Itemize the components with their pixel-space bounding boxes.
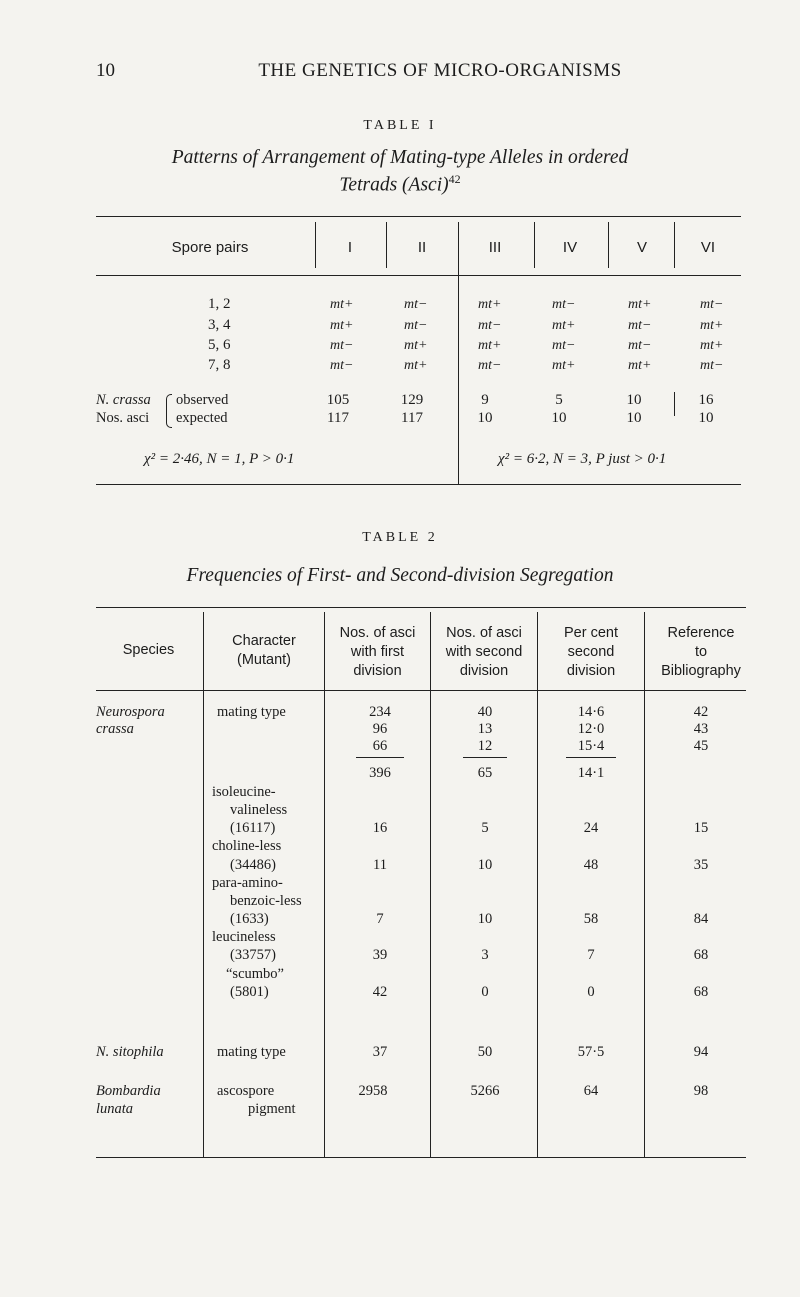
- percent-second: 0: [587, 984, 595, 1000]
- first-division-count: 96: [372, 721, 388, 737]
- first-division-count: 234: [369, 704, 391, 720]
- second-division-count: 13: [477, 721, 493, 737]
- character-label: mating type: [217, 1044, 286, 1060]
- mutant-name: para-amino-: [212, 875, 283, 891]
- first-division-count: 11: [373, 857, 387, 873]
- table2-caption: Frequencies of First- and Second-division Segregation: [186, 565, 614, 586]
- first-division-count: 39: [372, 947, 388, 963]
- table1-label: TABLE I: [363, 118, 437, 133]
- header-line: division: [459, 663, 509, 679]
- table2-header-first: [326, 624, 429, 681]
- allele-cell: mt+: [404, 358, 428, 373]
- first-division-count: 37: [372, 1044, 388, 1060]
- table1-col-divider: [386, 222, 387, 268]
- second-division-count: 12: [477, 738, 493, 754]
- table1-col-divider: [674, 392, 675, 416]
- mutant-name: isoleucine-: [212, 784, 276, 800]
- expected-value: 10: [477, 410, 493, 426]
- header-line: Bibliography: [661, 663, 741, 679]
- allele-cell: mt−: [478, 318, 502, 333]
- table1-header: V: [636, 239, 647, 256]
- allele-cell: mt+: [628, 297, 652, 312]
- first-division-total: 396: [369, 765, 391, 781]
- header-line: to: [694, 644, 708, 660]
- character-label: mating type: [217, 704, 286, 720]
- expected-value: 10: [551, 410, 567, 426]
- running-head: THE GENETICS OF MICRO-ORGANISMS: [258, 60, 622, 81]
- chi-square-right: χ² = 6·2, N = 3, P just > 0·1: [498, 451, 667, 467]
- observed-value: 9: [481, 392, 489, 408]
- expected-value: 10: [698, 410, 714, 426]
- first-division-count: 2958: [358, 1083, 388, 1099]
- expected-value: 117: [327, 410, 349, 426]
- table2-bottom-rule: [96, 1157, 746, 1158]
- spore-pair: 1, 2: [208, 296, 231, 312]
- allele-cell: mt−: [404, 297, 428, 312]
- species-name: lunata: [96, 1101, 134, 1117]
- species-name: N. sitophila: [96, 1044, 164, 1060]
- second-division-count: 0: [481, 984, 489, 1000]
- table1-caption-text: Tetrads (Asci): [339, 174, 449, 196]
- table1-col-divider: [315, 222, 316, 268]
- percent-second: 7: [587, 947, 595, 963]
- allele-cell: mt+: [552, 318, 576, 333]
- second-division-count: 10: [477, 857, 493, 873]
- first-division-count: 66: [372, 738, 388, 754]
- species-name: Bombardia: [96, 1083, 161, 1099]
- species-name: Neurospora: [96, 704, 165, 720]
- observed-label: observed: [176, 392, 229, 408]
- table1-header: VI: [700, 239, 716, 256]
- allele-cell: mt+: [700, 338, 724, 353]
- species-label: N. crassa: [96, 392, 151, 408]
- character-label: pigment: [248, 1101, 296, 1117]
- percent-second: 14·6: [577, 704, 605, 720]
- observed-value: 105: [326, 392, 350, 408]
- allele-cell: mt+: [700, 318, 724, 333]
- percent-second: 24: [583, 820, 599, 836]
- table1-caption-line2: [60, 172, 740, 197]
- first-division-count: 16: [372, 820, 388, 836]
- header-line: Character: [232, 633, 296, 649]
- percent-second: 12·0: [577, 721, 605, 737]
- second-division-count: 10: [477, 911, 493, 927]
- table2-header-character: [205, 632, 323, 670]
- mutant-id: (34486): [230, 857, 276, 873]
- table1-caption-ref: 42: [448, 172, 461, 186]
- table1-header-rule: [96, 275, 741, 276]
- reference: 98: [693, 1083, 709, 1099]
- reference: 15: [693, 820, 709, 836]
- table1-caption-line1: Patterns of Arrangement of Mating-type Alleles in ordered: [171, 147, 629, 168]
- first-division-count: 42: [372, 984, 388, 1000]
- second-division-count: 5266: [470, 1083, 500, 1099]
- percent-total: 14·1: [577, 765, 605, 781]
- table1-col-divider: [674, 222, 675, 268]
- mutant-name: leucineless: [212, 929, 276, 945]
- reference: 68: [693, 984, 709, 1000]
- percent-second: 48: [583, 857, 599, 873]
- table1-header: Spore pairs: [171, 239, 249, 256]
- percent-second: 15·4: [577, 738, 605, 754]
- first-division-count: 7: [376, 911, 384, 927]
- allele-cell: mt+: [404, 338, 428, 353]
- table1-top-rule: [96, 216, 741, 217]
- mutant-name: valineless: [230, 802, 288, 818]
- allele-cell: mt+: [330, 297, 354, 312]
- allele-cell: mt−: [330, 338, 354, 353]
- header-line: Nos. of asci: [339, 625, 416, 641]
- second-division-count: 40: [477, 704, 493, 720]
- allele-cell: mt−: [700, 297, 724, 312]
- second-division-count: 3: [481, 947, 489, 963]
- table1-header: IV: [562, 239, 578, 256]
- chi-square-left: χ² = 2·46, N = 1, P > 0·1: [144, 451, 295, 467]
- header-line: (Mutant): [237, 652, 291, 668]
- spore-pair: 3, 4: [208, 317, 231, 333]
- allele-cell: mt−: [628, 318, 652, 333]
- mutant-id: (1633): [230, 911, 269, 927]
- header-line: Reference: [667, 625, 735, 641]
- table1-header: III: [488, 239, 502, 256]
- reference: 84: [693, 911, 709, 927]
- table1-col-divider: [608, 222, 609, 268]
- percent-second: 64: [583, 1083, 599, 1099]
- total-rule: [356, 757, 404, 758]
- table2-top-rule: [96, 607, 746, 608]
- allele-cell: mt+: [628, 358, 652, 373]
- table2-col-divider: [203, 612, 204, 1157]
- observed-value: 5: [555, 392, 563, 408]
- allele-cell: mt−: [330, 358, 354, 373]
- allele-cell: mt−: [478, 358, 502, 373]
- table2-header-percent: [539, 624, 643, 681]
- expected-value: 117: [401, 410, 423, 426]
- table1-col-divider: [458, 222, 459, 484]
- allele-cell: mt+: [478, 338, 502, 353]
- species-label: Nos. asci: [96, 410, 150, 426]
- species-name: crassa: [96, 721, 134, 737]
- mutant-name: benzoic-less: [230, 893, 302, 909]
- second-division-count: 50: [477, 1044, 493, 1060]
- table1-col-divider: [534, 222, 535, 268]
- total-rule: [566, 757, 616, 758]
- total-rule: [463, 757, 507, 758]
- allele-cell: mt−: [552, 338, 576, 353]
- table2-col-divider: [537, 612, 538, 1157]
- header-line: division: [566, 663, 616, 679]
- allele-cell: mt+: [552, 358, 576, 373]
- table2-header-rule: [96, 690, 746, 691]
- table1-bottom-rule: [96, 484, 741, 485]
- mutant-id: (5801): [230, 984, 269, 1000]
- header-line: with second: [445, 644, 523, 660]
- table2-label: TABLE 2: [362, 530, 438, 545]
- table2-col-divider: [644, 612, 645, 1157]
- header-line: with first: [350, 644, 405, 660]
- spore-pair: 5, 6: [208, 337, 231, 353]
- allele-cell: mt−: [552, 297, 576, 312]
- expected-label: expected: [176, 410, 228, 426]
- reference: 68: [693, 947, 709, 963]
- allele-cell: mt+: [478, 297, 502, 312]
- spore-pair: 7, 8: [208, 357, 231, 373]
- second-division-count: 5: [481, 820, 489, 836]
- character-label: ascospore: [217, 1083, 275, 1099]
- mutant-name: choline-less: [212, 838, 282, 854]
- reference: 45: [693, 738, 709, 754]
- page-number: 10: [96, 60, 115, 81]
- percent-second: 58: [583, 911, 599, 927]
- brace: [166, 394, 172, 428]
- allele-cell: mt+: [330, 318, 354, 333]
- observed-value: 10: [626, 392, 642, 408]
- allele-cell: mt−: [628, 338, 652, 353]
- observed-value: 129: [400, 392, 424, 408]
- mutant-name: “scumbo”: [226, 966, 284, 982]
- expected-value: 10: [626, 410, 642, 426]
- header-line: Nos. of asci: [446, 625, 522, 641]
- reference: 42: [693, 704, 709, 720]
- header-line: Species: [122, 642, 175, 658]
- mutant-id: (33757): [230, 947, 276, 963]
- mutant-id: (16117): [230, 820, 276, 836]
- reference: 43: [693, 721, 709, 737]
- table2-header-species: [96, 641, 201, 660]
- allele-cell: mt−: [700, 358, 724, 373]
- reference: 35: [693, 857, 709, 873]
- observed-value: 16: [698, 392, 714, 408]
- reference: 94: [693, 1044, 709, 1060]
- header-line: second: [567, 644, 615, 660]
- allele-cell: mt−: [404, 318, 428, 333]
- header-line: Per cent: [564, 625, 618, 641]
- table2-header-second: [432, 624, 536, 681]
- table2-col-divider: [324, 612, 325, 1157]
- header-line: division: [353, 663, 402, 679]
- table2-header-reference: [646, 624, 756, 681]
- table1-header: I: [347, 239, 353, 256]
- table2-col-divider: [430, 612, 431, 1157]
- percent-second: 57·5: [577, 1044, 605, 1060]
- table1-header: II: [417, 239, 427, 256]
- second-division-total: 65: [477, 765, 493, 781]
